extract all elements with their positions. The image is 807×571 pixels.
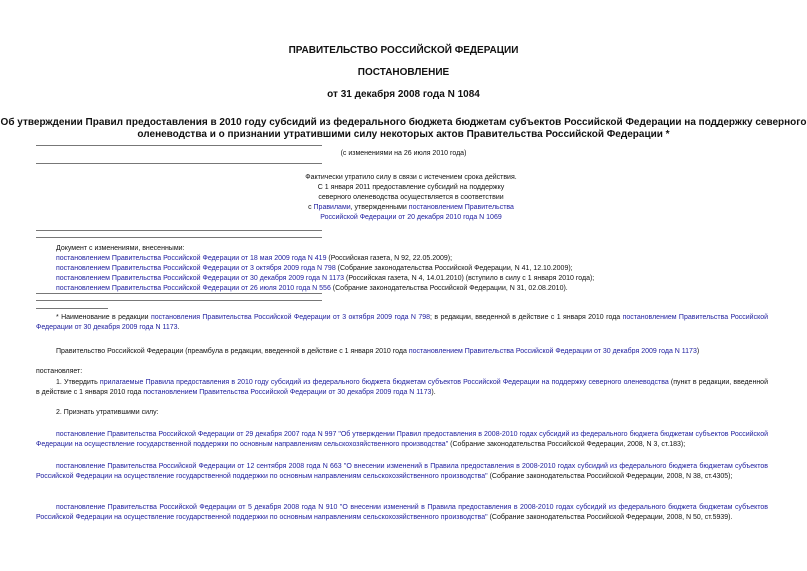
repealed-source: (Собрание законодательства Российской Федерации, 2008, N 38, ст.4305); <box>487 473 733 480</box>
footnote-link-798[interactable]: постановления Правительства Российской Федерации от 3 октября 2009 года N 798 <box>150 314 431 321</box>
status-line-3: северного оленеводства осуществляется в соответствии <box>318 194 504 201</box>
footnote-link-1173[interactable]: постановлением Правительства Российской Федерации от 30 декабря 2009 года N 1173 <box>36 314 769 331</box>
item-text: (пункт в редакции, введенной в действие с 1 января 2010 года <box>36 379 768 396</box>
footnote-divider <box>36 308 108 309</box>
resolution-1069-link-part2[interactable]: Российской Федерации от 20 декабря 2010 года N 1069 <box>320 214 502 221</box>
amendments-list <box>56 244 594 294</box>
repealed-item <box>36 462 768 482</box>
footnote-text: * Наименование в редакции <box>56 314 151 321</box>
footnote <box>36 313 768 333</box>
repealed-item <box>36 430 768 450</box>
divider <box>36 163 322 164</box>
status-line-4 <box>36 203 786 213</box>
title-line-2: оленеводства и о признании утратившими силу некоторых актов Правительства Российской Федерации * <box>137 129 670 140</box>
amendment-link-419[interactable]: постановлением Правительства Российской Федерации от 18 мая 2009 года N 419 <box>56 255 327 262</box>
document-title <box>0 117 807 141</box>
amendment-source: (Собрание законодательства Российской Федерации, N 31, 02.08.2010). <box>330 285 568 292</box>
list-item <box>56 274 594 284</box>
resolves-text: постановляет: <box>36 368 83 375</box>
repealed-source: (Собрание законодательства Российской Федерации, 2008, N 3, ст.183); <box>448 441 686 448</box>
amendment-link-556[interactable]: постановлением Правительства Российской Федерации от 26 июля 2010 года N 556 <box>56 285 331 292</box>
divider <box>36 145 322 146</box>
doc-type-heading: ПОСТАНОВЛЕНИЕ <box>357 67 450 78</box>
status-line-5 <box>36 213 786 223</box>
status-note <box>36 173 786 223</box>
divider <box>36 300 322 301</box>
preamble-text: Правительство Российской Федерации (преамбула в редакции, введенной в действие с 1 января 2010 года <box>56 348 409 355</box>
status-line-1: Фактически утратило силу в связи с истечением срока действия. <box>305 174 517 181</box>
list-item <box>56 264 594 274</box>
repealed-source: (Собрание законодательства Российской Федерации, 2008, N 50, ст.5939). <box>487 514 733 521</box>
rules-approval-link[interactable]: прилагаемые Правила предоставления в 2010 году субсидий из федерального бюджета бюджетам субъектов Российской Федерации на поддержку северного оленеводства <box>99 379 669 386</box>
date-heading: от 31 декабря 2008 года N 1084 <box>327 89 480 100</box>
org-heading: ПРАВИТЕЛЬСТВО РОССИЙСКОЙ ФЕДЕРАЦИИ <box>288 45 519 56</box>
amendment-source: (Российская газета, N 4, 14.01.2010) (вступило в силу с 1 января 2010 года); <box>344 275 595 282</box>
item-text: ). <box>431 389 436 396</box>
status-text: с <box>308 204 314 211</box>
item-1-link-1173[interactable]: постановлением Правительства Российской Федерации от 30 декабря 2009 года N 1173 <box>143 389 432 396</box>
repealed-item <box>36 503 768 523</box>
preamble <box>36 347 768 357</box>
preamble-text: ) <box>696 348 700 355</box>
item-text: 1. Утвердить <box>56 379 100 386</box>
divider <box>36 293 322 294</box>
repealed-link-997[interactable]: постановление Правительства Российской Федерации от 29 декабря 2007 года N 997 "Об утверждении Правил предоставления в 2008-2010 годах субсидий из федерального бюджета бюджетам субъектов Российской Федерации на осуществление государственной поддержки по основным направлениям сельскохозяйственного производства" <box>36 431 768 448</box>
resolution-1069-link-part1[interactable]: постановлением Правительства <box>408 204 514 211</box>
divider <box>36 237 322 238</box>
footnote-text: ; в редакции, введенной в действие с 1 января 2010 года <box>430 314 623 321</box>
divider <box>36 230 322 231</box>
amendment-link-798[interactable]: постановлением Правительства Российской Федерации от 3 октября 2009 года N 798 <box>56 265 336 272</box>
item-1 <box>36 378 768 398</box>
footnote-text: . <box>177 324 180 331</box>
amendment-source: (Собрание законодательства Российской Федерации, N 41, 12.10.2009); <box>335 265 573 272</box>
status-text: , утвержденными <box>350 204 409 211</box>
changes-note: (с изменениями на 26 июля 2010 года) <box>340 150 467 157</box>
item-2: 2. Признать утратившими силу: <box>56 409 159 416</box>
amendments-heading: Документ с изменениями, внесенными: <box>56 245 185 252</box>
rules-link[interactable]: Правилами <box>313 204 351 211</box>
amendment-link-1173[interactable]: постановлением Правительства Российской Федерации от 30 декабря 2009 года N 1173 <box>56 275 345 282</box>
repealed-link-910[interactable]: постановление Правительства Российской Федерации от 5 декабря 2008 года N 910 "О внесении изменений в Правила предоставления в 2008-2010 годах субсидий из федерального бюджета бюджетам субъектов Российской Федерации на осуществление государственной поддержки по основным направлениям сельскохозяйственного производства" <box>36 504 768 521</box>
list-item <box>56 254 594 264</box>
title-line-1: Об утверждении Правил предоставления в 2010 году субсидий из федерального бюджета бюджетам субъектов Российской Федерации на поддержку северного <box>0 117 807 128</box>
status-line-2: С 1 января 2011 предоставление субсидий на поддержку <box>317 184 505 191</box>
preamble-link-1173[interactable]: постановлением Правительства Российской Федерации от 30 декабря 2009 года N 1173 <box>408 348 697 355</box>
repealed-link-663[interactable]: постановление Правительства Российской Федерации от 12 сентября 2008 года N 663 "О внесении изменений в Правила предоставления в 2008-2010 годах субсидий из федерального бюджета бюджетам субъектов Российской Федерации на осуществление государственной поддержки по основным направлениям сельскохозяйственного производства" <box>36 463 768 480</box>
amendment-source: (Российская газета, N 92, 22.05.2009); <box>326 255 453 262</box>
